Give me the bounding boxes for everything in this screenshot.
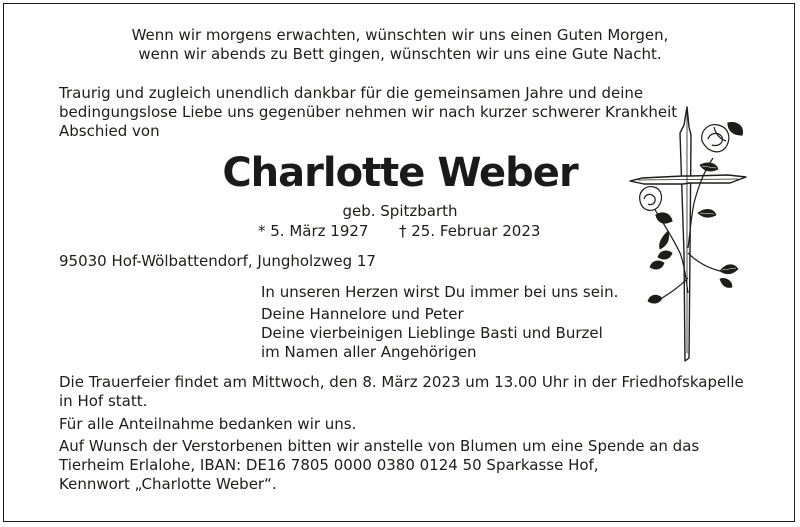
intro-line-3: Abschied von xyxy=(59,122,160,140)
service-line-1: Die Trauerfeier findet am Mittwoch, den 8. März 2023 um 13.00 Uhr in der Friedhofskapelle xyxy=(59,373,744,391)
intro-line-2: bedingungslose Liebe uns gegenüber nehmen wir nach kurzer schwerer Krankheit xyxy=(59,103,678,121)
donation-line-1: Auf Wunsch der Verstorbenen bitten wir anstelle von Blumen um eine Spende an das xyxy=(59,437,700,455)
motto-line-2: wenn wir abends zu Bett gingen, wünschten wir uns eine Gute Nacht. xyxy=(138,45,662,63)
mourner-line-1: Deine Hannelore und Peter xyxy=(261,305,464,323)
donation-line-2: Tierheim Erlalohe, IBAN: DE16 7805 0000 0380 0124 50 Sparkasse Hof, xyxy=(59,456,599,474)
motto-line-1: Wenn wir morgens erwachten, wünschten wir uns einen Guten Morgen, xyxy=(131,26,669,44)
maiden-name: geb. Spitzbarth xyxy=(342,202,458,220)
farewell-quote: In unseren Herzen wirst Du immer bei uns sein. xyxy=(261,283,619,301)
donation-line-3: Kennwort „Charlotte Weber“. xyxy=(59,475,277,493)
deceased-name: Charlotte Weber xyxy=(222,150,578,196)
death-date: † 25. Februar 2023 xyxy=(399,222,541,240)
birth-date: * 5. März 1927 xyxy=(258,222,369,240)
cross-with-roses-icon xyxy=(628,103,748,365)
mourner-line-2: Deine vierbeinigen Lieblinge Basti und Burzel xyxy=(261,324,603,342)
mourner-line-3: im Namen aller Angehörigen xyxy=(261,343,477,361)
intro-line-1: Traurig und zugleich unendlich dankbar für die gemeinsamen Jahre und deine xyxy=(59,84,644,102)
address: 95030 Hof-Wölbattendorf, Jungholzweg 17 xyxy=(59,252,376,270)
thanks-text: Für alle Anteilnahme bedanken wir uns. xyxy=(59,415,357,433)
service-line-2: in Hof statt. xyxy=(59,392,148,410)
